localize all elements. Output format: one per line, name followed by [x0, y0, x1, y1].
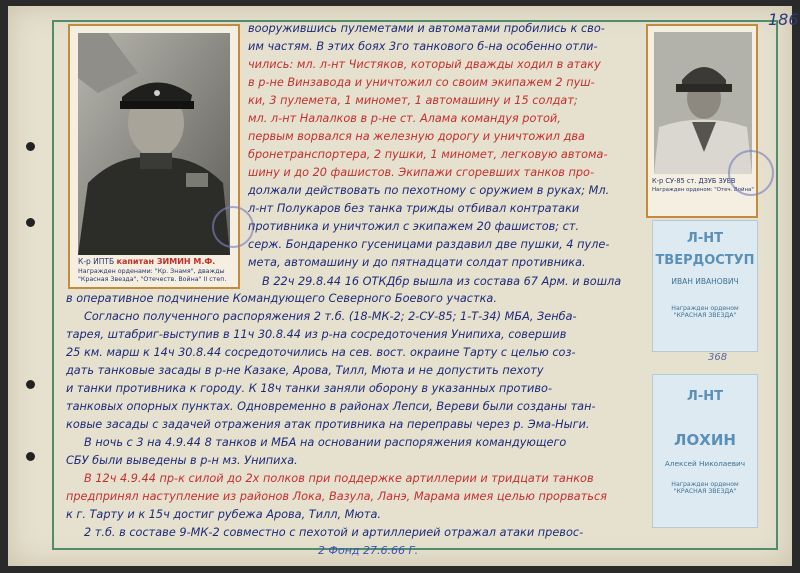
binder-hole: [26, 380, 35, 389]
text-line: серж. Бондаренко гусеницами раздавил две пушки, 4 пуле-: [248, 238, 610, 251]
text-line: чились: мл. л-нт Чистяков, который дважды ходил в атаку: [248, 58, 601, 71]
text-line: шину и до 20 фашистов. Экипажи сгоревших танков про-: [248, 166, 595, 179]
text-line: должали действовать по пехотному с оружием в руках; Мл.: [248, 184, 610, 197]
text-line: бронетранспортера, 2 пушки, 1 миномет, легковую автома-: [248, 148, 608, 161]
caption-name: капитан ЗИМИН М.Ф.: [116, 257, 216, 266]
binder-hole: [26, 452, 35, 461]
caption-detail: Награжден орденами: "Кр. Знамя", дважды "Красная Звезда", "Отечеств. Война" II степ.: [78, 267, 227, 284]
text-line: предпринял наступление из районов Лока, Вазула, Ланэ, Марама имея целью прорваться: [66, 490, 607, 503]
portrait-photo: [654, 32, 752, 174]
text-line: в оперативное подчинение Командующего Северного Боевого участка.: [66, 292, 497, 305]
card-name: ИВАН ИВАНОВИЧ: [671, 277, 739, 286]
text-line: В 12ч 4.9.44 пр-к силой до 2х полков при поддержке артиллерии и тридцати танков: [84, 472, 594, 485]
award-card: [652, 374, 758, 528]
caption-prefix: К-р ИПТБ: [78, 257, 115, 266]
text-line: им частям. В этих боях 3го танкового б-на особенно отли-: [248, 40, 598, 53]
text-line: ки, 3 пулемета, 1 миномет, 1 автомашину и 15 солдат;: [248, 94, 578, 107]
archive-stamp: [728, 150, 774, 196]
left-photo-caption: [78, 257, 236, 284]
text-line: вооружившись пулеметами и автоматами пробились к сво-: [248, 22, 605, 35]
text-line: в р-не Винзавода и уничтожил со своим экипажем 2 пуш-: [248, 76, 595, 89]
text-line: мл. л-нт Налалков в р-не ст. Алама командуя ротой,: [248, 112, 561, 125]
text-line: В 22ч 29.8.44 16 ОТКДбр вышла из состава 67 Арм. и вошла: [262, 275, 622, 288]
page-number: 186: [768, 10, 799, 29]
binder-hole: [26, 142, 35, 151]
card-name: Алексей Николаевич: [664, 459, 746, 468]
card-number: 368: [708, 352, 728, 363]
award-card: [652, 220, 758, 352]
card-award: Награжден орденом "КРАСНАЯ ЗВЕЗДА": [671, 481, 739, 495]
archive-signature: 2 Фонд 27.6.66 Г.: [318, 544, 419, 557]
text-line: тарея, штабриг-выступив в 11ч 30.8.44 из р-на сосредоточения Унипиха, совершив: [66, 328, 567, 341]
text-line: танковых опорных пунктах. Одновременно в районах Лепси, Вереви были созданы тан-: [66, 400, 596, 413]
card-rank: Л-НТ: [687, 389, 723, 404]
text-line: 25 км. марш к 14ч 30.8.44 сосредоточились на сев. вост. окраине Тарту с целью соз-: [66, 346, 576, 359]
card-surname: ТВЕРДОСТУП: [655, 253, 755, 268]
text-line: к г. Тарту и к 15ч достиг рубежа Арова, Тилл, Мюта.: [66, 508, 382, 521]
left-photo-frame: [68, 24, 240, 289]
card-rank: Л-НТ: [687, 231, 723, 246]
card-surname: ЛОХИН: [674, 431, 736, 449]
text-line: СБУ были выведены в р-н мз. Унипиха.: [66, 454, 298, 467]
text-line: Согласно полученного распоряжения 2 т.б. (18-МК-2; 2-СУ-85; 1-Т-34) МБА, Зенба-: [84, 310, 577, 323]
text-line: дать танковые засады в р-не Казаке, Арова, Тилл, Мюта и не допустить пехоту: [66, 364, 544, 377]
text-line: мета, автомашину и до пятнадцати солдат противника.: [248, 256, 586, 269]
text-line: л-нт Полукаров без танка трижды отбивал контратаки: [248, 202, 580, 215]
card-award: Награжден орденом "КРАСНАЯ ЗВЕЗДА": [671, 305, 739, 319]
caption-detail: Награжден орденом: "Отеч. Война": [652, 186, 754, 193]
caption-name: К-р СУ-85 ст. ДЗУБ ЗУЕВ: [652, 177, 736, 185]
text-line: ковые засады с задачей отражения атак противника на переправы через р. Эма-Ныги.: [66, 418, 590, 431]
text-line: и танки противника к городу. К 18ч танки заняли оборону в указанных противо-: [66, 382, 553, 395]
text-line: В ночь с 3 на 4.9.44 8 танков и МБА на основании распоряжения командующего: [84, 436, 567, 449]
text-line: противника и уничтожил с экипажем 20 фашистов; ст.: [248, 220, 580, 233]
text-line: 2 т.б. в составе 9-МК-2 совместно с пехотой и артиллерией отражал атаки превос-: [84, 526, 584, 539]
portrait-photo: [78, 33, 230, 255]
binder-hole: [26, 218, 35, 227]
text-line: первым ворвался на железную дорогу и уничтожил два: [248, 130, 585, 143]
